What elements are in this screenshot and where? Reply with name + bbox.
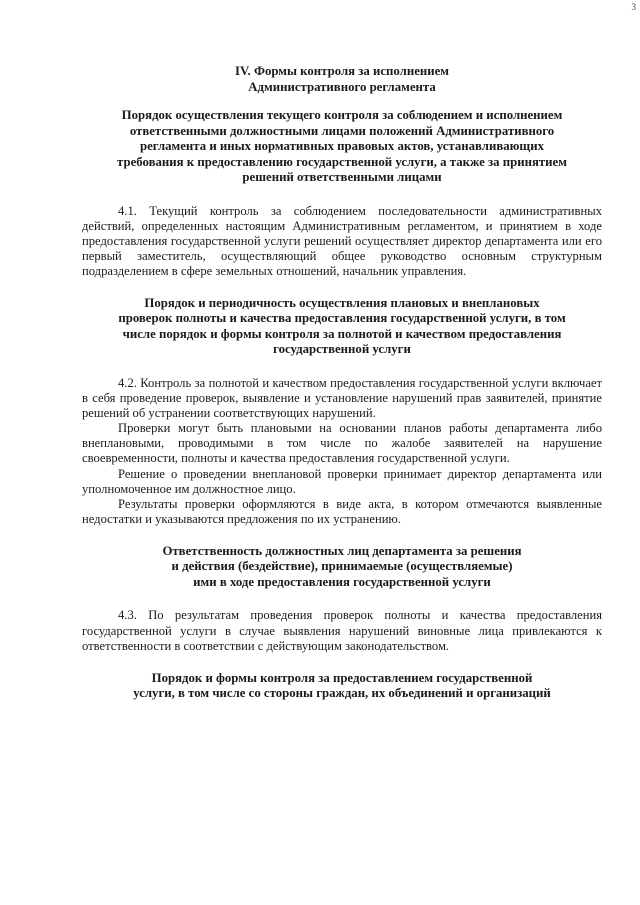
block-heading: [82, 296, 602, 358]
heading-line: государственной услуги: [273, 342, 411, 357]
block-heading: [82, 108, 602, 186]
heading-line: числе порядок и формы контроля за полнотой и качеством предоставления: [122, 326, 562, 341]
heading-line: регламента и иных нормативных правовых актов, устанавливающих: [139, 139, 544, 153]
heading-line: ими в ходе предоставления государственной услуги: [193, 574, 491, 589]
paragraph-inspection-types: Проверки могут быть плановыми на основании планов работы департамента либо внеплановыми, проводимыми в том числе по жалобе заявителей на нарушение своевременности, полноты и качества предоставления государственной услуги.: [82, 421, 602, 466]
block-heading: [82, 671, 602, 702]
heading-line: и действия (бездействие), принимаемые (осуществляемые): [171, 559, 513, 574]
heading-line: решений ответственными лицами: [242, 170, 442, 184]
block-responsibility: [82, 544, 602, 654]
heading-line: Порядок и периодичность осуществления плановых и внеплановых: [144, 295, 540, 310]
heading-line: ответственными должностными лицами положений Административного: [129, 123, 555, 138]
block-heading: [82, 544, 602, 591]
block-current-control: [82, 108, 602, 279]
section-title: [82, 64, 602, 95]
heading-line: Порядок и формы контроля за предоставлением государственной: [151, 670, 533, 685]
heading-line: проверок полноты и качества предоставления государственной услуги, в том: [118, 311, 566, 326]
paragraph-4-3: 4.3. По результатам проведения проверок полноты и качества предоставления государственной услуги в случае выявления нарушений виновные лица привлекаются к ответственности в соответствии с действующим законодательством.: [82, 608, 602, 653]
paragraph-inspection-results: Результаты проверки оформляются в виде акта, в котором отмечаются выявленные недостатки и указываются предложения по их устранению.: [82, 496, 602, 526]
paragraph-unscheduled-decision: Решение о проведении внеплановой проверки принимает директор департамента или уполномоченное им должностное лицо.: [82, 466, 602, 496]
section-title-line: Административного регламента: [248, 79, 436, 94]
paragraph-4-2: 4.2. Контроль за полнотой и качеством предоставления государственной услуги включает в себя проведение проверок, выявление и установление нарушений прав заявителей, принятие решений об устранении соответствующих нарушений.: [82, 375, 602, 421]
document-content: [82, 64, 602, 702]
heading-line: требования к предоставлению государственной услуги, а также за принятием: [117, 154, 567, 169]
block-control-forms: [82, 671, 602, 702]
section-title-line: IV. Формы контроля за исполнением: [234, 64, 450, 78]
heading-line: Ответственность должностных лиц департамента за решения: [162, 543, 522, 558]
heading-line: услуги, в том числе со стороны граждан, их объединений и организаций: [133, 686, 551, 701]
paragraph-4-1: 4.1. Текущий контроль за соблюдением последовательности административных действий, определенных настоящим Административным регламентом, и принятием в ходе предоставления государственной услуги решений осуществляет директор департамента или его первый заместитель, осуществляющий общее руководство основным структурным подразделением в сфере земельных отношений, начальник управления.: [82, 203, 602, 278]
heading-line: Порядок осуществления текущего контроля за соблюдением и исполнением: [121, 108, 563, 122]
block-inspections: [82, 296, 602, 527]
page-corner-mark: 3: [631, 2, 636, 12]
